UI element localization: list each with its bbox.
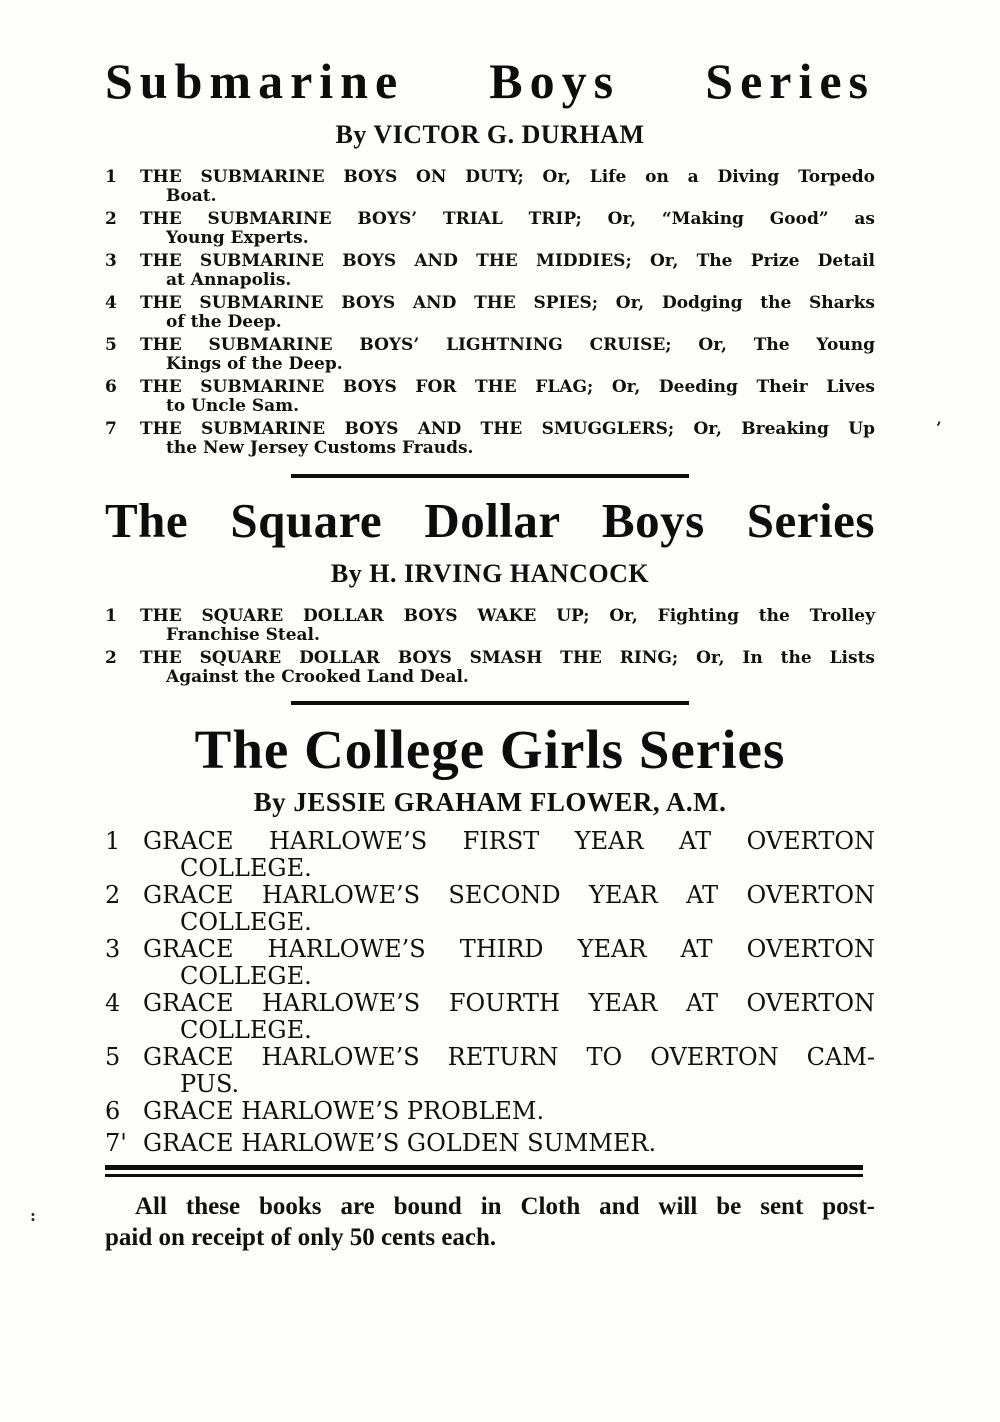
item-title-line2: of the Deep. xyxy=(166,312,282,332)
item-title-line2: Against the Crooked Land Deal. xyxy=(166,667,469,687)
item-title-line2: PUS. xyxy=(180,1069,240,1098)
item-title-line1: GRACE HARLOWE’S THIRD YEAR AT OVERTON xyxy=(143,934,875,963)
item-title-line1: THE SUBMARINE BOYS AND THE SMUGGLERS; Or, Breaking Up xyxy=(140,419,875,439)
item-title-line2: COLLEGE. xyxy=(180,853,312,882)
list-item xyxy=(105,607,875,645)
item-number: 1 xyxy=(105,167,117,187)
scan-artifact-dot: : xyxy=(30,1206,36,1225)
list-item xyxy=(105,252,875,290)
item-title-line2: Franchise Steal. xyxy=(166,625,320,645)
list-item xyxy=(105,294,875,332)
footer-line1: All these books are bound in Cloth and will be sent post- xyxy=(135,1192,875,1220)
item-number: 3 xyxy=(105,251,117,271)
item-title-line2: Young Experts. xyxy=(166,228,309,248)
section-divider-rule xyxy=(291,474,689,478)
item-number: 1 xyxy=(105,606,117,626)
item-number: 5 xyxy=(105,335,117,355)
item-title-line1: THE SQUARE DOLLAR BOYS WAKE UP; Or, Fighting the Trolley xyxy=(140,606,875,626)
item-title-line1: THE SUBMARINE BOYS ON DUTY; Or, Life on a Diving Torpedo xyxy=(140,167,875,187)
book-list-square-dollar xyxy=(105,607,875,687)
double-rule xyxy=(105,1165,863,1177)
item-title-line1: THE SUBMARINE BOYS’ LIGHTNING CRUISE; Or, The Young xyxy=(140,335,875,355)
list-item xyxy=(105,420,875,458)
item-title-line2: Kings of the Deep. xyxy=(166,354,343,374)
item-title-line1: THE SUBMARINE BOYS AND THE SPIES; Or, Dodging the Sharks xyxy=(140,293,875,313)
list-item xyxy=(105,649,875,687)
list-item xyxy=(105,990,875,1044)
section-title-submarine-boys: Submarine Boys Series xyxy=(105,53,875,109)
book-list-college-girls xyxy=(105,828,875,1157)
item-number: 7 xyxy=(105,419,117,439)
item-title-line1: GRACE HARLOWE’S PROBLEM. xyxy=(143,1096,545,1125)
list-item xyxy=(105,828,875,882)
item-number: 6 xyxy=(105,377,117,397)
item-title-line1: THE SQUARE DOLLAR BOYS SMASH THE RING; Or, In the Lists xyxy=(140,648,875,668)
item-title-line1: GRACE HARLOWE’S RETURN TO OVERTON CAM- xyxy=(143,1042,875,1071)
item-number: 3 xyxy=(105,934,121,963)
item-title-line1: THE SUBMARINE BOYS’ TRIAL TRIP; Or, “Making Good” as xyxy=(140,209,875,229)
item-number: 7' xyxy=(105,1128,127,1157)
footer-line2: paid on receipt of only 50 cents each. xyxy=(105,1223,497,1251)
item-title-line2: to Uncle Sam. xyxy=(166,396,300,416)
list-item xyxy=(105,882,875,936)
item-title-line1: THE SUBMARINE BOYS FOR THE FLAG; Or, Deeding Their Lives xyxy=(140,377,875,397)
section-divider-rule xyxy=(291,701,689,705)
item-number: 4 xyxy=(105,293,117,313)
item-title-line1: THE SUBMARINE BOYS AND THE MIDDIES; Or, The Prize Detail xyxy=(140,251,875,271)
item-title-line2: the New Jersey Customs Frauds. xyxy=(166,438,474,458)
list-item xyxy=(105,1130,875,1157)
byline-victor-durham: By VICTOR G. DURHAM xyxy=(335,120,645,149)
item-title-line2: at Annapolis. xyxy=(166,270,292,290)
item-title-line1: GRACE HARLOWE’S FIRST YEAR AT OVERTON xyxy=(143,826,875,855)
item-title-line2: COLLEGE. xyxy=(180,907,312,936)
book-ad-page xyxy=(105,0,875,1253)
item-number: 6 xyxy=(105,1096,121,1125)
list-item xyxy=(105,378,875,416)
section-title-square-dollar-boys: The Square Dollar Boys Series xyxy=(105,493,875,548)
item-number: 2 xyxy=(105,880,121,909)
item-title-line1: GRACE HARLOWE’S FOURTH YEAR AT OVERTON xyxy=(143,988,875,1017)
list-item xyxy=(105,210,875,248)
item-number: 2 xyxy=(105,209,117,229)
list-item xyxy=(105,168,875,206)
item-title-line1: GRACE HARLOWE’S GOLDEN SUMMER. xyxy=(143,1128,657,1157)
item-number: 1 xyxy=(105,826,121,855)
item-title-line2: COLLEGE. xyxy=(180,1015,312,1044)
list-item xyxy=(105,336,875,374)
footer-note xyxy=(105,1191,875,1253)
byline-jessie-graham-flower: By JESSIE GRAHAM FLOWER, A.M. xyxy=(253,786,727,817)
item-title-line2: COLLEGE. xyxy=(180,961,312,990)
section-title-college-girls: The College Girls Series xyxy=(194,719,786,780)
book-list-submarine xyxy=(105,168,875,458)
item-number: 2 xyxy=(105,648,117,668)
item-title-line1: GRACE HARLOWE’S SECOND YEAR AT OVERTON xyxy=(143,880,875,909)
byline-irving-hancock: By H. IRVING HANCOCK xyxy=(330,559,650,588)
list-item xyxy=(105,1044,875,1098)
item-number: 5 xyxy=(105,1042,121,1071)
item-number: 4 xyxy=(105,988,121,1017)
scan-artifact-tick: ’ xyxy=(936,418,942,437)
item-title-line2: Boat. xyxy=(166,186,217,206)
list-item xyxy=(105,1098,875,1125)
list-item xyxy=(105,936,875,990)
